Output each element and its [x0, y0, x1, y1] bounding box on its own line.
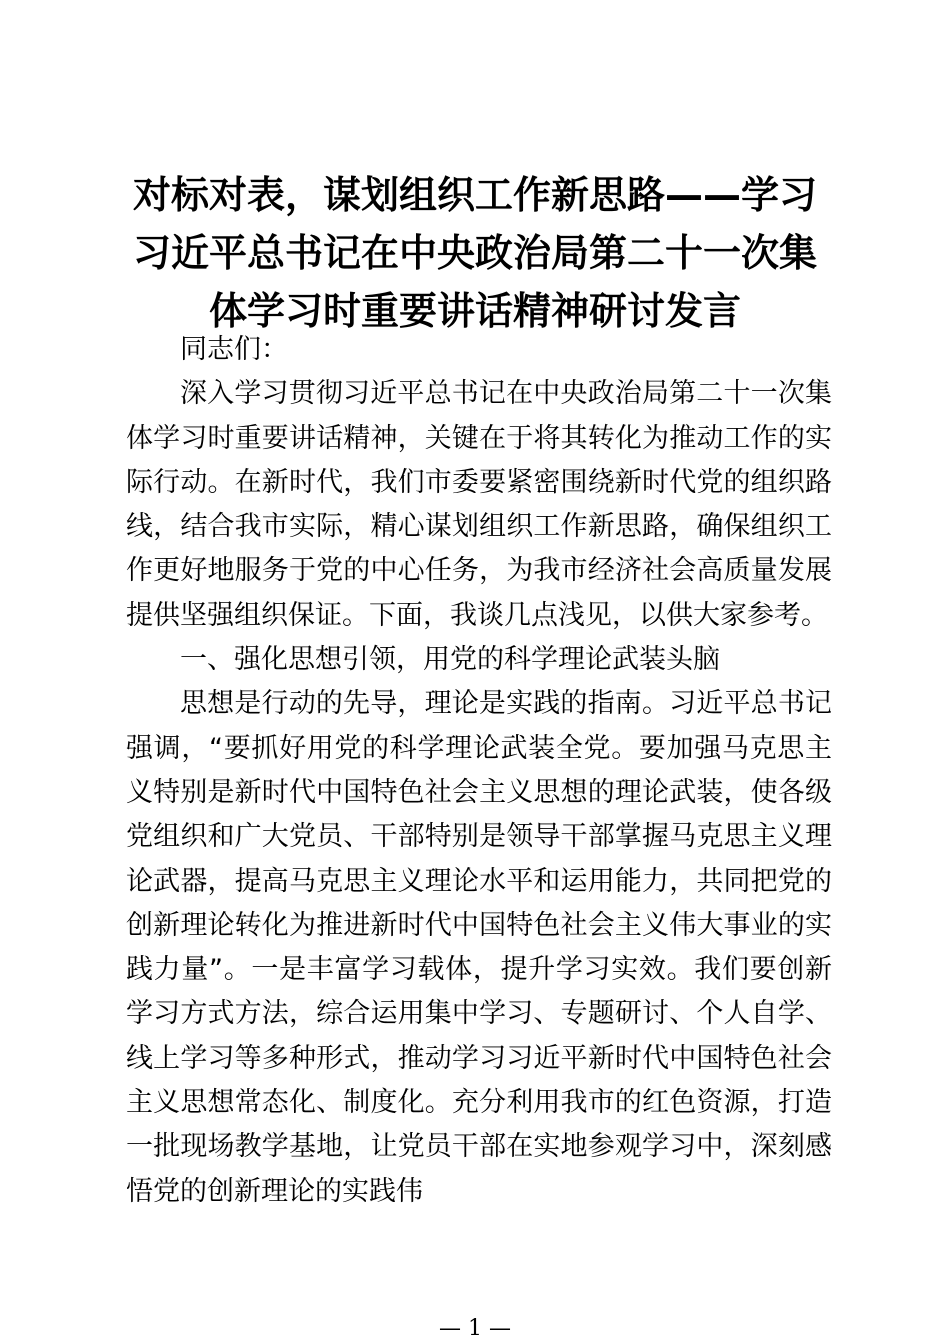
paragraph-section-1: 思想是行动的先导，理论是实践的指南。习近平总书记强调，“要抓好用党的科学理论武装全党。要加强马克思主义特别是新时代中国特色社会主义思想的理论武装，使各级党组织和广大党员、干部特别是领导干部掌握马克思主义理论武器，提高马克思主义理论水平和运用能力，共同把党的创新理论转化为推进新时代中国特色社会主义伟大事业的实践力量”。一是丰富学习载体，提升学习实效。我们要创新学习方式方法，综合运用集中学习、专题研讨、个人自学、线上学习等多种形式，推动学习习近平新时代中国特色社会主义思想常态化、制度化。充分利用我市的红色资源，打造一批现场教学基地，让党员干部在实地参观学习中，深刻感悟党的创新理论的实践伟 [126, 688, 832, 1207]
salutation: 同志们： [180, 334, 288, 365]
page-number: — 1 — [439, 1316, 511, 1341]
document-title: 对标对表，谋划组织工作新思路——学习习近平总书记在中央政治局第二十一次集体学习时重要讲话精神研讨发言 [132, 173, 817, 333]
document-body [126, 328, 832, 1214]
section-heading-1: 一、强化思想引领，用党的科学理论武装头脑 [180, 644, 720, 676]
paragraph-intro: 深入学习贯彻习近平总书记在中央政治局第二十一次集体学习时重要讲话精神，关键在于将其转化为推动工作的实际行动。在新时代，我们市委要紧密围绕新时代党的组织路线，结合我市实际，精心谋划组织工作新思路，确保组织工作更好地服务于党的中心任务，为我市经济社会高质量发展提供坚强组织保证。下面，我谈几点浅见，以供大家参考。 [126, 378, 832, 631]
